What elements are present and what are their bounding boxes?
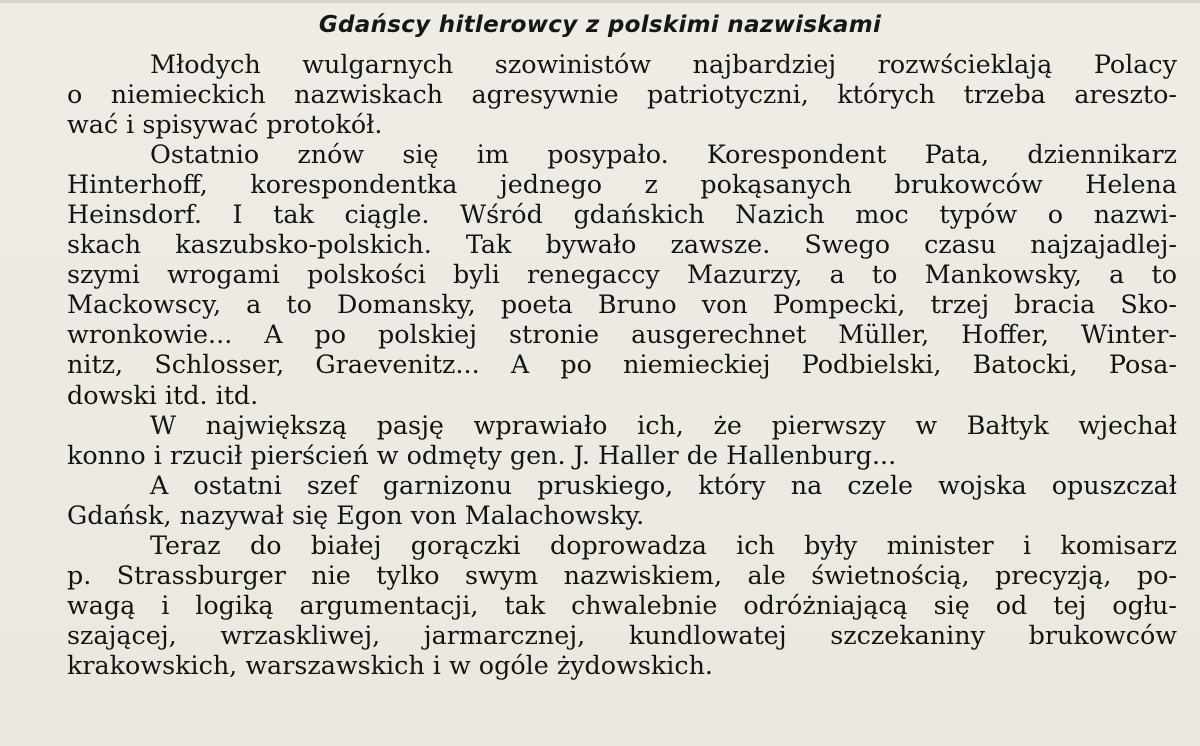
text-line: o niemieckich nazwiskach agresywnie patriotyczni, których trzeba areszto- xyxy=(67,79,1177,110)
top-edge-rule xyxy=(0,0,1200,3)
text-line: Teraz do białej gorączki doprowadza ich były minister i komisarz xyxy=(150,529,1177,560)
paragraph-1 xyxy=(67,49,1177,139)
article-body xyxy=(67,49,1177,680)
text-line: A ostatni szef garnizonu pruskiego, który na czele wojska opuszczał xyxy=(150,469,1177,500)
text-line: dowski itd. itd. xyxy=(67,379,259,410)
text-line: wać i spisywać protokół. xyxy=(67,109,383,140)
text-line: Gdańsk, nazywał się Egon von Malachowsky. xyxy=(67,499,645,530)
article-title: Gdańscy hitlerowcy z polskimi nazwiskami xyxy=(318,12,882,38)
text-line: Młodych wulgarnych szowinistów najbardziej rozwścieklają Polacy xyxy=(150,49,1177,79)
text-line: wagą i logiką argumentacji, tak chwalebnie odróżniającą się od tej ogłu- xyxy=(67,589,1177,620)
text-line: krakowskich, warszawskich i w ogóle żydowskich. xyxy=(67,649,713,680)
text-line: Ostatnio znów się im posypało. Korespondent Pata, dziennikarz xyxy=(150,139,1177,170)
paragraph-5 xyxy=(67,530,1177,680)
text-line: p. Strassburger nie tylko swym nazwiskiem, ale świetnością, precyzją, po- xyxy=(67,559,1177,590)
paragraph-4 xyxy=(67,470,1177,530)
text-line: nitz, Schlosser, Graevenitz... A po niemieckiej Podbielski, Batocki, Posa- xyxy=(67,349,1177,380)
paragraph-3 xyxy=(67,410,1177,470)
text-line: Mackowscy, a to Domansky, poeta Bruno von Pompecki, trzej bracia Sko- xyxy=(67,289,1177,320)
text-line: konno i rzucił pierścień w odmęty gen. J. Haller de Hallenburg... xyxy=(67,439,897,470)
text-line: Heinsdorf. I tak ciągle. Wśród gdańskich Nazich moc typów o nazwi- xyxy=(67,199,1177,230)
text-line: skach kaszubsko-polskich. Tak bywało zawsze. Swego czasu najzajadlej- xyxy=(67,229,1177,260)
text-line: szymi wrogami polskości byli renegaccy Mazurzy, a to Mankowsky, a to xyxy=(67,259,1177,290)
paragraph-2 xyxy=(67,139,1177,409)
text-line: Hinterhoff, korespondentka jednego z pokąsanych brukowców Helena xyxy=(67,169,1177,200)
text-line: wronkowie... A po polskiej stronie ausgerechnet Müller, Hoffer, Winter- xyxy=(67,319,1177,350)
text-line: W największą pasję wprawiało ich, że pierwszy w Bałtyk wjechał xyxy=(150,409,1177,440)
text-line: szającej, wrzaskliwej, jarmarcznej, kundlowatej szczekaniny brukowców xyxy=(67,619,1177,650)
